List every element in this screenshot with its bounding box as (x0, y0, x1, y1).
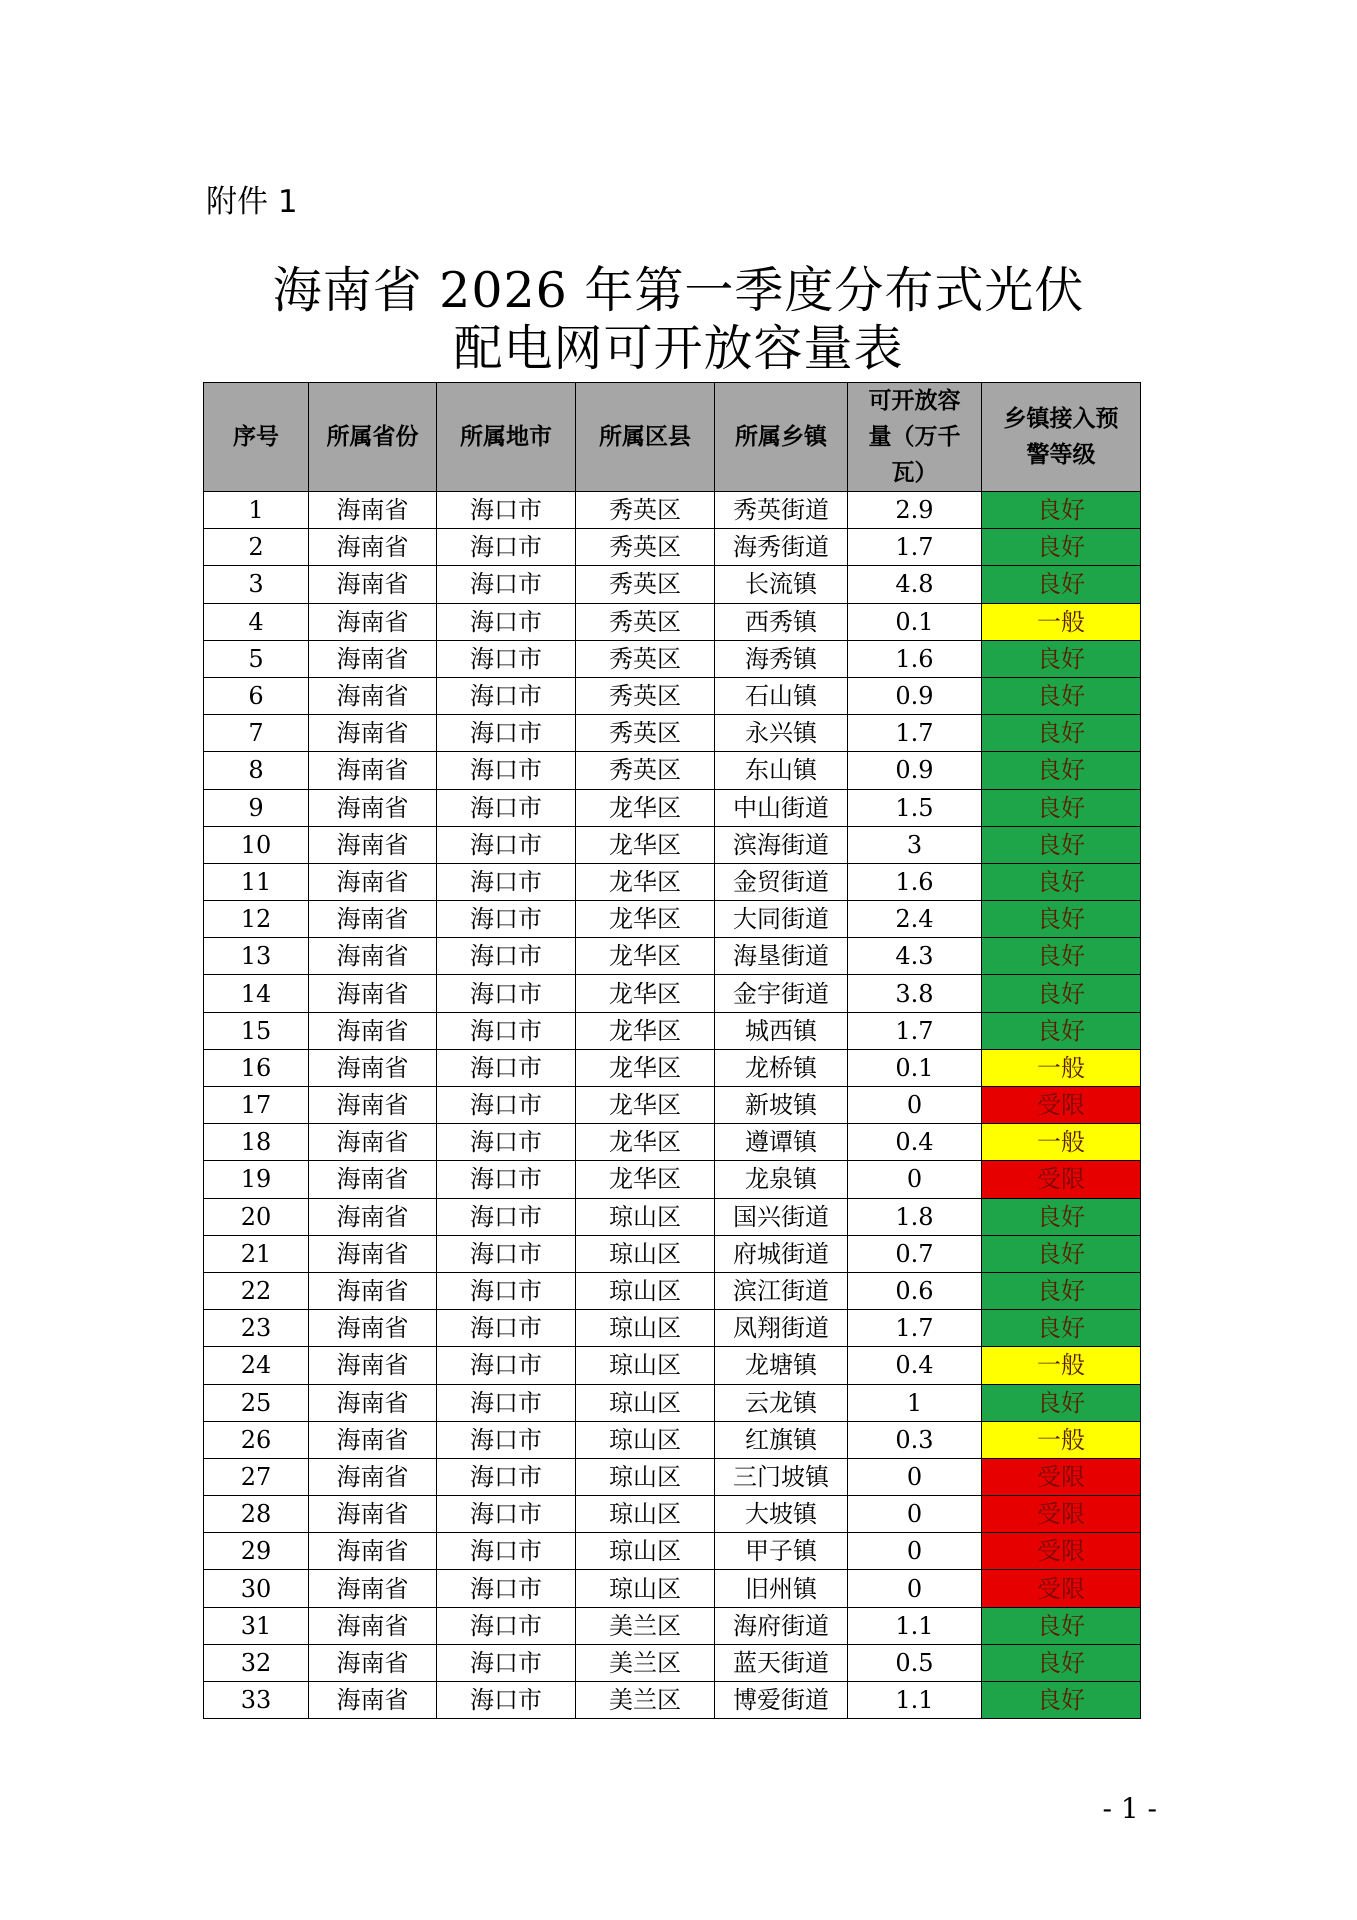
cell-province: 海南省 (309, 1533, 437, 1570)
table-row (204, 1458, 1141, 1495)
cell-district: 秀英区 (576, 492, 715, 529)
cell-township: 蓝天街道 (715, 1644, 848, 1681)
cell-index: 12 (204, 901, 309, 938)
header-province: 所属省份 (309, 383, 437, 492)
cell-district: 琼山区 (576, 1347, 715, 1384)
table-row (204, 1384, 1141, 1421)
cell-capacity: 0 (848, 1161, 982, 1198)
table-row (204, 1570, 1141, 1607)
cell-township: 三门坡镇 (715, 1458, 848, 1495)
table-row (204, 715, 1141, 752)
table-row (204, 1161, 1141, 1198)
cell-capacity: 2.9 (848, 492, 982, 529)
cell-index: 3 (204, 566, 309, 603)
cell-capacity: 4.3 (848, 938, 982, 975)
header-district: 所属区县 (576, 383, 715, 492)
cell-province: 海南省 (309, 1496, 437, 1533)
cell-township: 大同街道 (715, 901, 848, 938)
cell-warning-level: 良好 (982, 752, 1141, 789)
cell-province: 海南省 (309, 1347, 437, 1384)
cell-township: 滨海街道 (715, 826, 848, 863)
cell-district: 琼山区 (576, 1272, 715, 1309)
table-row (204, 1310, 1141, 1347)
cell-capacity: 1.1 (848, 1607, 982, 1644)
cell-warning-level: 良好 (982, 1012, 1141, 1049)
cell-city: 海口市 (437, 863, 576, 900)
cell-province: 海南省 (309, 1161, 437, 1198)
cell-province: 海南省 (309, 640, 437, 677)
cell-township: 金宇街道 (715, 975, 848, 1012)
cell-city: 海口市 (437, 640, 576, 677)
cell-warning-level: 良好 (982, 529, 1141, 566)
cell-capacity: 3 (848, 826, 982, 863)
header-warning-level: 乡镇接入预警等级 (982, 383, 1141, 492)
cell-district: 龙华区 (576, 1161, 715, 1198)
cell-district: 龙华区 (576, 1012, 715, 1049)
cell-city: 海口市 (437, 1347, 576, 1384)
cell-warning-level: 一般 (982, 1124, 1141, 1161)
cell-township: 永兴镇 (715, 715, 848, 752)
cell-capacity: 0.4 (848, 1347, 982, 1384)
table-header-row (204, 383, 1141, 492)
header-index: 序号 (204, 383, 309, 492)
cell-township: 凤翔街道 (715, 1310, 848, 1347)
cell-city: 海口市 (437, 1087, 576, 1124)
cell-city: 海口市 (437, 1049, 576, 1086)
table-row (204, 752, 1141, 789)
cell-capacity: 0.3 (848, 1421, 982, 1458)
cell-capacity: 0.9 (848, 677, 982, 714)
cell-province: 海南省 (309, 1272, 437, 1309)
cell-township: 秀英街道 (715, 492, 848, 529)
cell-capacity: 0.9 (848, 752, 982, 789)
cell-capacity: 2.4 (848, 901, 982, 938)
table-row (204, 1607, 1141, 1644)
cell-capacity: 0 (848, 1458, 982, 1495)
table-row (204, 1533, 1141, 1570)
cell-city: 海口市 (437, 1310, 576, 1347)
cell-warning-level: 良好 (982, 1235, 1141, 1272)
cell-district: 琼山区 (576, 1421, 715, 1458)
cell-warning-level: 良好 (982, 492, 1141, 529)
cell-warning-level: 受限 (982, 1570, 1141, 1607)
cell-warning-level: 良好 (982, 1198, 1141, 1235)
table-row (204, 566, 1141, 603)
cell-district: 秀英区 (576, 640, 715, 677)
cell-index: 30 (204, 1570, 309, 1607)
cell-city: 海口市 (437, 603, 576, 640)
cell-province: 海南省 (309, 677, 437, 714)
cell-capacity: 1.7 (848, 1012, 982, 1049)
cell-province: 海南省 (309, 863, 437, 900)
cell-province: 海南省 (309, 1198, 437, 1235)
cell-warning-level: 良好 (982, 1607, 1141, 1644)
cell-warning-level: 受限 (982, 1161, 1141, 1198)
cell-warning-level: 良好 (982, 1644, 1141, 1681)
cell-district: 秀英区 (576, 752, 715, 789)
cell-index: 8 (204, 752, 309, 789)
cell-warning-level: 良好 (982, 715, 1141, 752)
header-capacity: 可开放容量（万千瓦） (848, 383, 982, 492)
cell-city: 海口市 (437, 1235, 576, 1272)
cell-district: 秀英区 (576, 603, 715, 640)
cell-township: 新坡镇 (715, 1087, 848, 1124)
cell-index: 32 (204, 1644, 309, 1681)
cell-capacity: 1.5 (848, 789, 982, 826)
cell-township: 中山街道 (715, 789, 848, 826)
cell-district: 琼山区 (576, 1533, 715, 1570)
cell-district: 秀英区 (576, 715, 715, 752)
cell-warning-level: 受限 (982, 1533, 1141, 1570)
cell-capacity: 4.8 (848, 566, 982, 603)
cell-province: 海南省 (309, 1310, 437, 1347)
cell-warning-level: 一般 (982, 1049, 1141, 1086)
cell-city: 海口市 (437, 1161, 576, 1198)
table-row (204, 1272, 1141, 1309)
cell-city: 海口市 (437, 1272, 576, 1309)
table-row (204, 975, 1141, 1012)
cell-capacity: 1.6 (848, 640, 982, 677)
table-row (204, 789, 1141, 826)
cell-index: 10 (204, 826, 309, 863)
cell-province: 海南省 (309, 529, 437, 566)
cell-province: 海南省 (309, 492, 437, 529)
cell-province: 海南省 (309, 566, 437, 603)
cell-warning-level: 良好 (982, 1384, 1141, 1421)
cell-index: 11 (204, 863, 309, 900)
table-row (204, 863, 1141, 900)
cell-township: 甲子镇 (715, 1533, 848, 1570)
table-row (204, 1644, 1141, 1681)
cell-district: 琼山区 (576, 1458, 715, 1495)
cell-district: 龙华区 (576, 1087, 715, 1124)
table-row (204, 640, 1141, 677)
cell-township: 龙泉镇 (715, 1161, 848, 1198)
cell-index: 18 (204, 1124, 309, 1161)
table-row (204, 826, 1141, 863)
cell-district: 秀英区 (576, 529, 715, 566)
cell-city: 海口市 (437, 1682, 576, 1719)
cell-district: 秀英区 (576, 566, 715, 603)
table-row (204, 1049, 1141, 1086)
cell-city: 海口市 (437, 901, 576, 938)
cell-city: 海口市 (437, 566, 576, 603)
cell-warning-level: 良好 (982, 975, 1141, 1012)
cell-index: 21 (204, 1235, 309, 1272)
cell-district: 秀英区 (576, 677, 715, 714)
cell-province: 海南省 (309, 1049, 437, 1086)
cell-township: 红旗镇 (715, 1421, 848, 1458)
cell-warning-level: 一般 (982, 603, 1141, 640)
cell-capacity: 0.6 (848, 1272, 982, 1309)
cell-township: 西秀镇 (715, 603, 848, 640)
cell-index: 23 (204, 1310, 309, 1347)
cell-city: 海口市 (437, 1124, 576, 1161)
cell-capacity: 0.1 (848, 603, 982, 640)
cell-city: 海口市 (437, 975, 576, 1012)
attachment-label: 附件 1 (206, 184, 298, 220)
table-row (204, 492, 1141, 529)
cell-township: 遵谭镇 (715, 1124, 848, 1161)
cell-district: 琼山区 (576, 1198, 715, 1235)
title-line-1: 海南省 2026 年第一季度分布式光伏 (272, 262, 1085, 319)
cell-capacity: 1.8 (848, 1198, 982, 1235)
cell-index: 31 (204, 1607, 309, 1644)
cell-district: 美兰区 (576, 1607, 715, 1644)
cell-township: 长流镇 (715, 566, 848, 603)
cell-township: 龙桥镇 (715, 1049, 848, 1086)
cell-province: 海南省 (309, 901, 437, 938)
cell-index: 14 (204, 975, 309, 1012)
cell-capacity: 1.1 (848, 1682, 982, 1719)
cell-index: 25 (204, 1384, 309, 1421)
cell-province: 海南省 (309, 1607, 437, 1644)
cell-index: 5 (204, 640, 309, 677)
cell-city: 海口市 (437, 529, 576, 566)
cell-capacity: 1.7 (848, 529, 982, 566)
cell-warning-level: 良好 (982, 640, 1141, 677)
cell-capacity: 0.7 (848, 1235, 982, 1272)
cell-index: 1 (204, 492, 309, 529)
cell-warning-level: 良好 (982, 1310, 1141, 1347)
cell-township: 龙塘镇 (715, 1347, 848, 1384)
cell-district: 龙华区 (576, 826, 715, 863)
cell-city: 海口市 (437, 752, 576, 789)
cell-city: 海口市 (437, 715, 576, 752)
cell-warning-level: 良好 (982, 1272, 1141, 1309)
table-row (204, 1235, 1141, 1272)
cell-city: 海口市 (437, 1496, 576, 1533)
cell-index: 16 (204, 1049, 309, 1086)
cell-city: 海口市 (437, 1644, 576, 1681)
cell-index: 7 (204, 715, 309, 752)
cell-index: 2 (204, 529, 309, 566)
cell-district: 美兰区 (576, 1682, 715, 1719)
cell-index: 19 (204, 1161, 309, 1198)
cell-province: 海南省 (309, 938, 437, 975)
cell-township: 云龙镇 (715, 1384, 848, 1421)
cell-district: 琼山区 (576, 1384, 715, 1421)
cell-province: 海南省 (309, 826, 437, 863)
cell-district: 琼山区 (576, 1496, 715, 1533)
cell-district: 龙华区 (576, 901, 715, 938)
header-township: 所属乡镇 (715, 383, 848, 492)
cell-township: 东山镇 (715, 752, 848, 789)
cell-index: 26 (204, 1421, 309, 1458)
table-row (204, 938, 1141, 975)
cell-district: 龙华区 (576, 863, 715, 900)
cell-warning-level: 良好 (982, 938, 1141, 975)
cell-capacity: 0 (848, 1570, 982, 1607)
cell-province: 海南省 (309, 1644, 437, 1681)
cell-township: 海秀镇 (715, 640, 848, 677)
cell-district: 龙华区 (576, 938, 715, 975)
cell-index: 24 (204, 1347, 309, 1384)
table-row (204, 677, 1141, 714)
cell-district: 琼山区 (576, 1570, 715, 1607)
table-row (204, 1012, 1141, 1049)
cell-province: 海南省 (309, 603, 437, 640)
cell-city: 海口市 (437, 789, 576, 826)
cell-township: 博爱街道 (715, 1682, 848, 1719)
cell-index: 22 (204, 1272, 309, 1309)
cell-province: 海南省 (309, 1087, 437, 1124)
cell-township: 旧州镇 (715, 1570, 848, 1607)
cell-city: 海口市 (437, 1533, 576, 1570)
cell-township: 大坡镇 (715, 1496, 848, 1533)
cell-city: 海口市 (437, 938, 576, 975)
cell-province: 海南省 (309, 752, 437, 789)
cell-province: 海南省 (309, 789, 437, 826)
cell-capacity: 0.1 (848, 1049, 982, 1086)
cell-capacity: 0.5 (848, 1644, 982, 1681)
table-row (204, 901, 1141, 938)
cell-capacity: 0 (848, 1087, 982, 1124)
cell-index: 20 (204, 1198, 309, 1235)
cell-province: 海南省 (309, 1570, 437, 1607)
cell-province: 海南省 (309, 1682, 437, 1719)
cell-township: 城西镇 (715, 1012, 848, 1049)
cell-city: 海口市 (437, 492, 576, 529)
table-row (204, 1124, 1141, 1161)
cell-capacity: 1 (848, 1384, 982, 1421)
cell-index: 28 (204, 1496, 309, 1533)
cell-district: 龙华区 (576, 1049, 715, 1086)
cell-warning-level: 良好 (982, 863, 1141, 900)
header-city: 所属地市 (437, 383, 576, 492)
cell-warning-level: 良好 (982, 789, 1141, 826)
cell-index: 17 (204, 1087, 309, 1124)
cell-city: 海口市 (437, 677, 576, 714)
cell-capacity: 1.7 (848, 715, 982, 752)
capacity-table (203, 382, 1141, 1719)
cell-index: 33 (204, 1682, 309, 1719)
document-title (0, 262, 1357, 378)
cell-province: 海南省 (309, 1235, 437, 1272)
cell-township: 国兴街道 (715, 1198, 848, 1235)
cell-district: 龙华区 (576, 1124, 715, 1161)
cell-city: 海口市 (437, 1198, 576, 1235)
cell-city: 海口市 (437, 1421, 576, 1458)
cell-index: 15 (204, 1012, 309, 1049)
cell-index: 9 (204, 789, 309, 826)
table-row (204, 603, 1141, 640)
cell-city: 海口市 (437, 1012, 576, 1049)
cell-township: 海垦街道 (715, 938, 848, 975)
cell-province: 海南省 (309, 1012, 437, 1049)
cell-warning-level: 良好 (982, 901, 1141, 938)
table-row (204, 1347, 1141, 1384)
page-number: - 1 - (1102, 1792, 1157, 1825)
cell-province: 海南省 (309, 975, 437, 1012)
cell-index: 27 (204, 1458, 309, 1495)
cell-district: 龙华区 (576, 975, 715, 1012)
table-row (204, 1682, 1141, 1719)
table-row (204, 529, 1141, 566)
table-row (204, 1087, 1141, 1124)
cell-index: 6 (204, 677, 309, 714)
cell-warning-level: 良好 (982, 677, 1141, 714)
cell-warning-level: 受限 (982, 1458, 1141, 1495)
cell-district: 美兰区 (576, 1644, 715, 1681)
title-line-2: 配电网可开放容量表 (453, 320, 904, 377)
cell-city: 海口市 (437, 1570, 576, 1607)
cell-township: 海秀街道 (715, 529, 848, 566)
table-row (204, 1496, 1141, 1533)
cell-warning-level: 受限 (982, 1496, 1141, 1533)
table-row (204, 1198, 1141, 1235)
cell-warning-level: 一般 (982, 1421, 1141, 1458)
cell-township: 石山镇 (715, 677, 848, 714)
cell-capacity: 0.4 (848, 1124, 982, 1161)
cell-city: 海口市 (437, 1458, 576, 1495)
cell-district: 龙华区 (576, 789, 715, 826)
cell-township: 金贸街道 (715, 863, 848, 900)
cell-province: 海南省 (309, 715, 437, 752)
cell-capacity: 3.8 (848, 975, 982, 1012)
cell-township: 海府街道 (715, 1607, 848, 1644)
cell-capacity: 1.7 (848, 1310, 982, 1347)
cell-index: 29 (204, 1533, 309, 1570)
cell-index: 13 (204, 938, 309, 975)
cell-warning-level: 一般 (982, 1347, 1141, 1384)
cell-city: 海口市 (437, 826, 576, 863)
cell-district: 琼山区 (576, 1235, 715, 1272)
cell-warning-level: 良好 (982, 826, 1141, 863)
cell-province: 海南省 (309, 1458, 437, 1495)
cell-district: 琼山区 (576, 1310, 715, 1347)
cell-city: 海口市 (437, 1384, 576, 1421)
cell-capacity: 0 (848, 1496, 982, 1533)
cell-province: 海南省 (309, 1384, 437, 1421)
cell-township: 滨江街道 (715, 1272, 848, 1309)
cell-province: 海南省 (309, 1124, 437, 1161)
cell-index: 4 (204, 603, 309, 640)
cell-warning-level: 良好 (982, 1682, 1141, 1719)
cell-capacity: 0 (848, 1533, 982, 1570)
cell-province: 海南省 (309, 1421, 437, 1458)
cell-capacity: 1.6 (848, 863, 982, 900)
table-row (204, 1421, 1141, 1458)
cell-warning-level: 受限 (982, 1087, 1141, 1124)
cell-city: 海口市 (437, 1607, 576, 1644)
cell-township: 府城街道 (715, 1235, 848, 1272)
cell-warning-level: 良好 (982, 566, 1141, 603)
